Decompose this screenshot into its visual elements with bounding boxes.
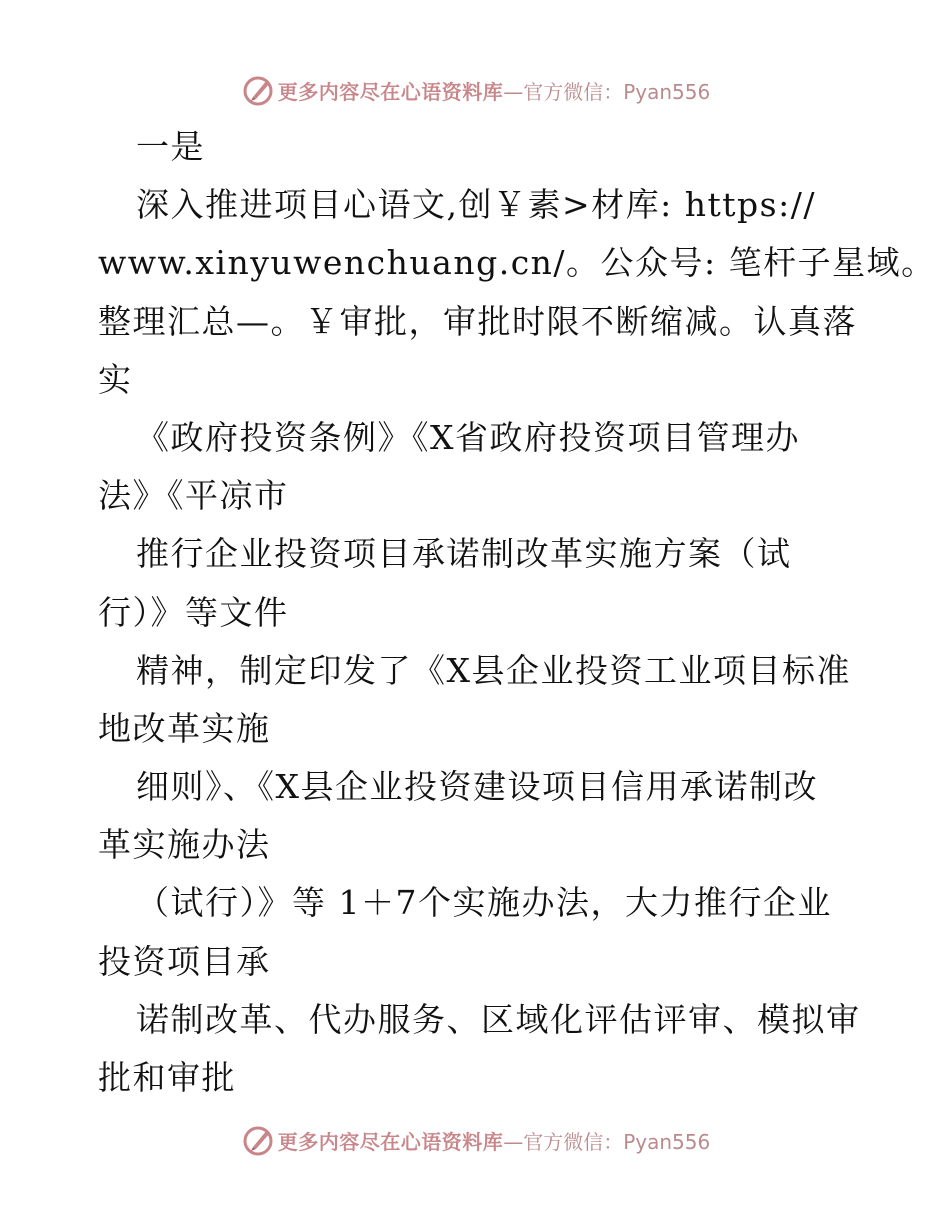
text-line: 批和审批: [98, 1058, 236, 1097]
text-line: 地改革实施: [98, 708, 271, 748]
header-watermark: [0, 70, 950, 110]
document-body: [98, 118, 936, 1107]
watermark-main-text: 更多内容尽在心语资料库: [277, 1129, 504, 1154]
text-line: 《政府投资条例》《X省政府投资项目管理办: [136, 417, 800, 457]
text-line: 深入推进项目心语文,创￥素>材库: https://: [136, 185, 816, 225]
text-line: （试行）》等 1＋7个实施办法，大力推行企业: [136, 883, 832, 923]
text-line: 诺制改革、代办服务、区域化评估评审、模拟审: [136, 999, 861, 1039]
text-line: 推行企业投资项目承诺制改革实施方案（试: [136, 534, 792, 574]
text-line: www.xinyuwenchuang.cn/。公众号: 笔杆子星域。: [98, 243, 936, 283]
text-line: 整理汇总—。￥审批，审批时限不断缩减。认真落: [98, 301, 857, 341]
text-line: 行）》等文件: [98, 592, 289, 632]
text-line: 革实施办法: [98, 825, 271, 865]
footer-watermark: [0, 1120, 950, 1160]
watermark-main-text: 更多内容尽在心语资料库: [277, 79, 504, 104]
text-line: 法》《平凉市: [98, 476, 289, 516]
text-line: 细则》、《X县企业投资建设项目信用承诺制改: [136, 767, 818, 807]
text-line: 一是: [136, 127, 205, 166]
text-line: 投资项目承: [98, 941, 271, 981]
pen-circle-logo-icon: [240, 72, 276, 108]
watermark-sub-text: —官方微信：Pyan556: [503, 1129, 711, 1154]
pen-circle-logo-icon: [240, 1122, 276, 1158]
watermark-sub-text: —官方微信：Pyan556: [503, 79, 711, 104]
text-line: 精神，制定印发了《X县企业投资工业项目标准: [136, 650, 851, 690]
text-line: 实: [98, 359, 133, 399]
